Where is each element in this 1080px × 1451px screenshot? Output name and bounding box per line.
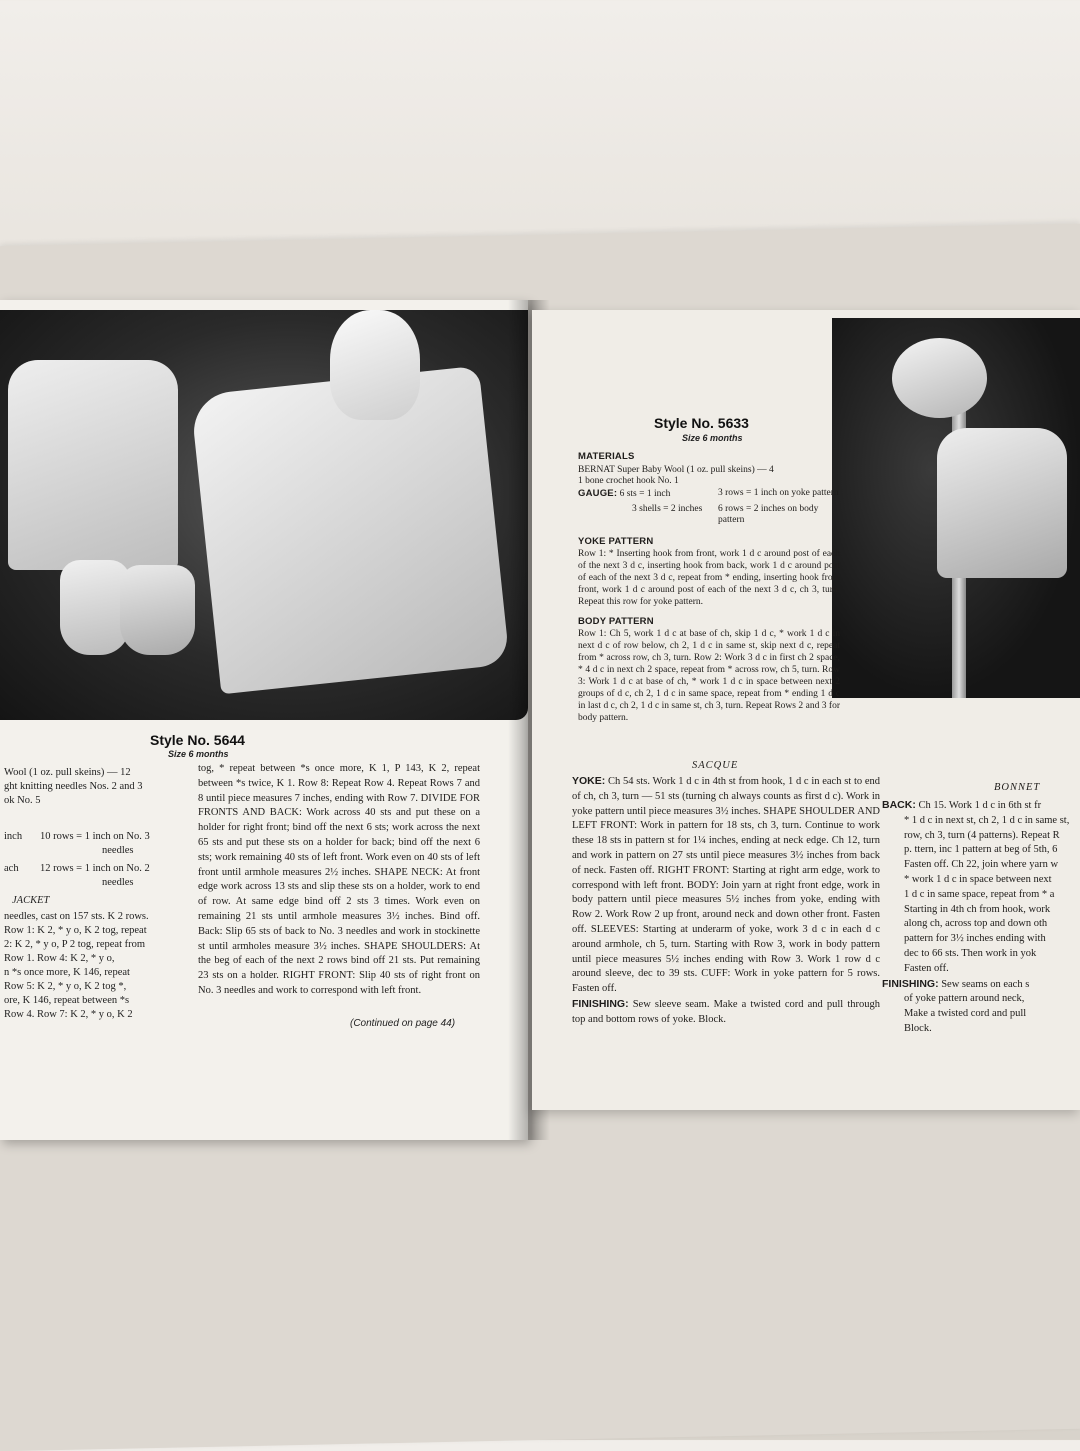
bonnet-line: Starting in 4th ch from hook, work: [904, 903, 1051, 915]
sacque-finishing-text: Sew sleeve seam. Make a twisted cord and pull through top and bottom rows of yoke. Block.: [572, 998, 881, 1025]
bonnet-line: along ch, across top and down oth: [904, 918, 1048, 930]
continued-note: (Continued on page 44): [350, 1018, 456, 1029]
bonnet-line: Fasten off. Ch 22, join where yarn w: [904, 859, 1059, 871]
gauge-section: [578, 488, 840, 526]
gauge-value: 6 sts = 1 inch: [619, 489, 671, 499]
bootie-illustration: [120, 565, 195, 655]
gauge-value: 10 rows = 1 inch on No. 3: [40, 831, 150, 842]
bonnet-finishing-line: of yoke pattern around neck,: [904, 993, 1025, 1005]
open-booklet: [0, 270, 1080, 1170]
materials-section: [578, 450, 838, 487]
bonnet-line: Ch 15. Work 1 d c in 6th st fr: [918, 800, 1042, 811]
materials-line: BERNAT Super Baby Wool (1 oz. pull skeins) — 4: [578, 464, 774, 475]
gauge-value: 12 rows = 1 inch on No. 2: [40, 863, 150, 874]
style-size-5633: Size 6 months: [682, 433, 743, 443]
gauge-extra: needles: [102, 845, 134, 856]
style-title-5633: Style No. 5633: [654, 415, 749, 431]
sacque-illustration: [937, 428, 1067, 578]
gauge-unit: inch: [4, 831, 23, 842]
bonnet-line: Fasten off.: [904, 962, 949, 974]
bonnet-line: row, ch 3, turn (4 patterns). Repeat R: [904, 829, 1060, 841]
jacket-line: Row 5: K 2, * y o, K 2 tog *,: [4, 981, 127, 992]
yoke-pattern-heading: YOKE PATTERN: [578, 536, 654, 547]
left-page: [0, 300, 528, 1140]
sacque-section: [572, 774, 880, 1028]
gauge-unit: ach: [4, 863, 19, 874]
gauge-label: GAUGE:: [578, 488, 618, 499]
bonnet-finishing-line: Sew seams on each s: [941, 978, 1030, 990]
jacket-line: n *s once more, K 146, repeat: [4, 967, 130, 978]
bonnet-finishing-line: Make a twisted cord and pull: [904, 1008, 1027, 1020]
jacket-line: needles, cast on 157 sts. K 2 rows.: [4, 911, 149, 922]
jacket-instructions: tog, * repeat between *s once more, K 1, P 143, K 2, repeat between *s twice, K 1. Row 8: Repeat Row 4. Repeat Rows 7 and 8 until piece measures 7 inches, ending with Row 7. DIVIDE FOR FRONTS AND BACK: Work across 40 sts and put these on a holder for right front; bind off the next 6 sts; work across the next 65 sts and put these sts on a holder for back; bind off the next 6 sts; work remaining 40 sts of left front. Work even on 40 sts of left front until armhole measures 2½ inches. SHAPE NECK: At front edge work across 13 sts and slip these sts on a holder, work to end of row. At same edge bind off 2 sts 3 times. Work even on remaining 21 sts until armhole measures 3½ inches. Bind off. Back: Slip 65 sts of back to No. 3 needles and work in stockinette st until armholes measure 3½ inches. SHAPE SHOULDERS: At the beg of each of the next 2 rows bind off 21 sts. Put remaining 23 sts on a holder. RIGHT FRONT: Slip 40 sts of right front on No. 3 needles and work to correspond with left front.: [198, 763, 480, 996]
gauge-value: 3 shells = 2 inches: [632, 504, 703, 514]
bonnet-back-lead: BACK:: [882, 799, 916, 811]
materials-line: ok No. 5: [4, 795, 41, 806]
sacque-finishing-lead: FINISHING:: [572, 997, 629, 1010]
right-page: [532, 310, 1080, 1110]
baby-set-photo: [0, 310, 528, 720]
materials-heading: MATERIALS: [578, 451, 635, 462]
bonnet-finishing-lead: FINISHING:: [882, 977, 939, 990]
sacque-bonnet-photo: [832, 318, 1080, 698]
style-title-5644: Style No. 5644: [150, 732, 245, 748]
jacket-line: Row 4. Row 7: K 2, * y o, K 2: [4, 1009, 133, 1020]
bonnet-line: 1 d c in same space, repeat from * a: [904, 888, 1055, 900]
yoke-pattern-section: [578, 536, 840, 608]
sacque-text: Ch 54 sts. Work 1 d c in 4th st from hook, 1 d c in each st to end of ch, ch 3, turn — 51 sts (turning ch always counts as first d c). Work in yoke pattern until piece measures 3½ inches. SHAPE SHOULDER AND LEFT FRONT: Work in pattern for 18 sts, ch 3, turn. Continue to work these 18 sts in pattern st for 1¼ inches, ending at neck edge. Ch 12, turn and work in pattern on 27 sts until piece measures 3½ inches from back of neck. Fasten off. RIGHT FRONT: Starting at right arm edge, work to correspond with left front. BODY: Join yarn at right front edge, work in body pattern until piece measures 5½ inches from yoke, ending with Row 2. Work Row 2 up front, around neck and down other front. Fasten off. SLEEVES: Starting at underarm of yoke, work 3 d c in each d c around armhole, ch 5, turn. Starting with Row 3, work in body pattern until piece measures 5½ inches ending with Row 3. Work 1 row d c around sleeve, dec to 39 sts. CUFF: Work in yoke pattern for 5 rows. Fasten off.: [572, 776, 881, 995]
materials-line: 1 bone crochet hook No. 1: [578, 475, 679, 486]
bonnet-heading: BONNET: [994, 782, 1041, 793]
materials-line: Wool (1 oz. pull skeins) — 12: [4, 767, 131, 778]
bonnet-line: * work 1 d c in space between next: [904, 873, 1052, 885]
jacket-heading: JACKET: [12, 895, 50, 906]
sacque-heading: SACQUE: [692, 760, 739, 771]
body-pattern-heading: BODY PATTERN: [578, 616, 654, 627]
bonnet-line: p. ttern, inc 1 pattern at beg of 5th, 6: [904, 844, 1058, 856]
gauge-extra: needles: [102, 877, 134, 888]
bonnet-finishing-line: Block.: [904, 1022, 932, 1034]
gauge-value: 6 rows = 2 inches on body pattern: [718, 504, 819, 525]
body-pattern-text: Row 1: Ch 5, work 1 d c at base of ch, skip 1 d c, * work 1 d c in next d c of row below, ch 2, 1 d c in same st, skip next d c, repeat from * across row, ch 3, turn. Row 2: Work 3 d c in first ch 2 space, * 4 d c in next ch 2 space, repeat from * across row, ch 5, turn. Row 3: Work 1 d c at base of ch, * work 1 d c in space between next 2 groups of d c, ch 2, 1 d c in same space, repeat from * ending 1 d c in last d c, ch 2, 1 d c in same st, ch 3, turn. Repeat Rows 2 and 3 for body pattern.: [578, 629, 840, 723]
bonnet-line: pattern for 3½ inches ending with: [904, 933, 1046, 945]
jacket-line: ore, K 146, repeat between *s: [4, 995, 130, 1006]
jacket-line: Row 1. Row 4: K 2, * y o,: [4, 953, 115, 964]
style-size-5644: Size 6 months: [168, 749, 229, 759]
bonnet-line: * 1 d c in next st, ch 2, 1 d c in same st,: [904, 814, 1070, 826]
bonnet-section: [882, 798, 1080, 1037]
jacket-illustration: [8, 360, 178, 570]
sacque-yoke-lead: YOKE:: [572, 775, 606, 787]
gauge-value: 3 rows = 1 inch on yoke pattern: [718, 488, 839, 498]
bonnet-illustration: [892, 338, 987, 418]
teddy-illustration: [330, 310, 420, 420]
jacket-line: Row 1: K 2, * y o, K 2 tog, repeat: [4, 925, 147, 936]
materials-line: ght knitting needles Nos. 2 and 3: [4, 781, 143, 792]
bonnet-line: dec to 66 sts. Then work in yok: [904, 947, 1037, 959]
yoke-pattern-text: Row 1: * Inserting hook from front, work 1 d c around post of each of the next 3 d c, inserting hook from back, work 1 d c around post of each of the next 3 d c, repeat from * ending, inserting hook from front, work 1 d c around post of each of the next 3 d c, ch 3, turn. Repeat this row for yoke pattern.: [578, 549, 840, 607]
jacket-line: 2: K 2, * y o, P 2 tog, repeat from: [4, 939, 146, 950]
body-pattern-section: [578, 616, 840, 724]
